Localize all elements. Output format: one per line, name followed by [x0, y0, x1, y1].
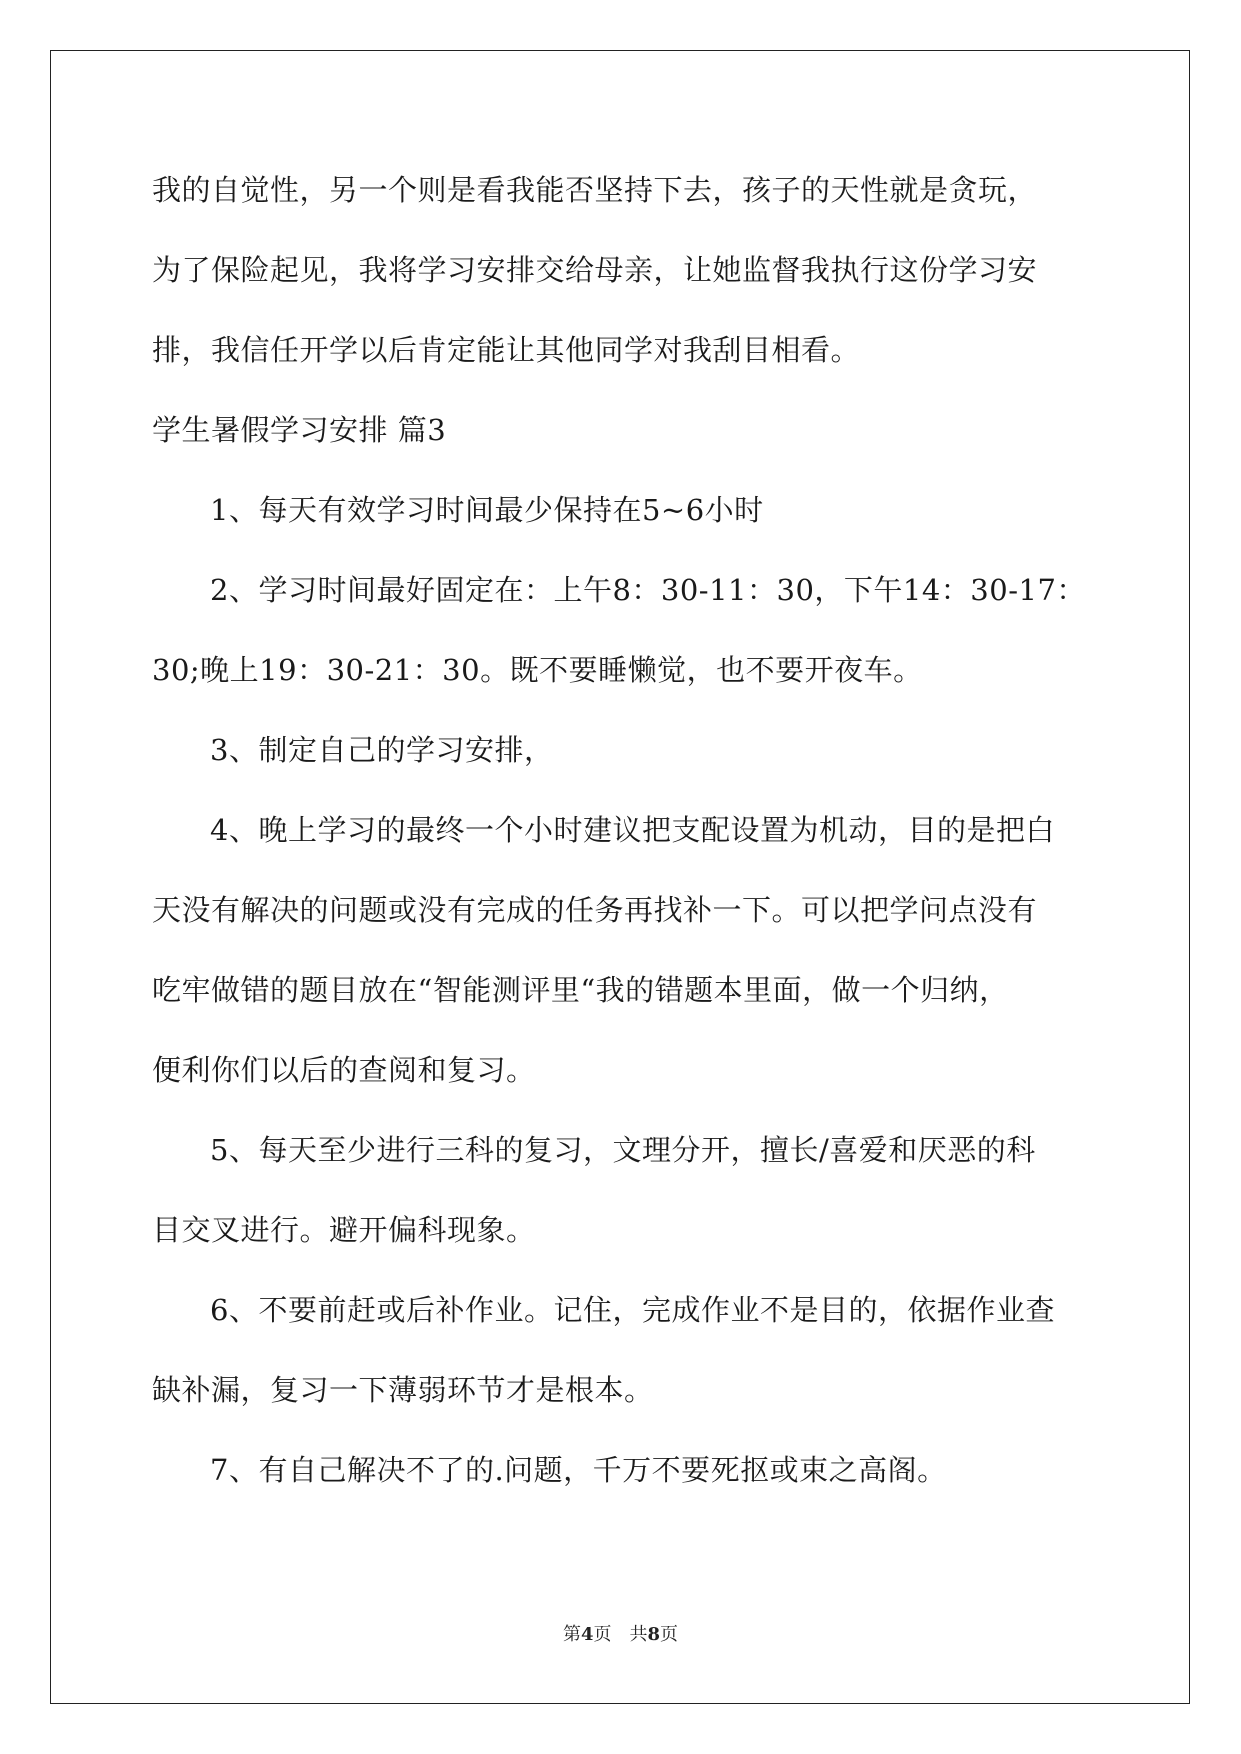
- total-suffix: 页: [660, 1624, 679, 1645]
- text-line-5: 1、每天有效学习时间最少保持在5~6小时: [210, 493, 764, 527]
- text-line-6: 2、学习时间最好固定在：上午8：30-11：30，下午14：30-17：: [210, 573, 1086, 607]
- page-prefix: 第: [562, 1624, 581, 1645]
- page-footer: [0, 1620, 1241, 1646]
- text-line-12: 便利你们以后的查阅和复习。: [152, 1053, 536, 1087]
- text-line-13: 5、每天至少进行三科的复习，文理分开，擅长/喜爱和厌恶的科: [210, 1133, 1036, 1167]
- page-suffix: 页: [593, 1624, 612, 1645]
- document-body: [152, 150, 1087, 1510]
- text-line-17: 7、有自己解决不了的.问题，千万不要死抠或束之高阁。: [210, 1453, 947, 1487]
- text-line-7: 30;晚上19：30-21：30。既不要睡懒觉，也不要开夜车。: [152, 653, 923, 687]
- text-line-3: 排，我信任开学以后肯定能让其他同学对我刮目相看。: [152, 333, 861, 367]
- text-line-10: 天没有解决的问题或没有完成的任务再找补一下。可以把学问点没有: [152, 893, 1038, 927]
- text-line-9: 4、晚上学习的最终一个小时建议把支配设置为机动，目的是把白: [210, 813, 1055, 847]
- total-page-count: 8: [647, 1624, 661, 1645]
- text-line-16: 缺补漏，复习一下薄弱环节才是根本。: [152, 1373, 654, 1407]
- text-line-11: 吃牢做错的题目放在“智能测评里“我的错题本里面，做一个归纳，: [152, 973, 1009, 1007]
- total-prefix: 共: [629, 1624, 648, 1645]
- text-line-8: 3、制定自己的学习安排，: [210, 733, 554, 767]
- text-line-1: 我的自觉性，另一个则是看我能否坚持下去，孩子的天性就是贪玩，: [152, 173, 1038, 207]
- text-line-15: 6、不要前赶或后补作业。记住，完成作业不是目的，依据作业查: [210, 1293, 1055, 1327]
- current-page-number: 4: [580, 1624, 594, 1645]
- text-line-2: 为了保险起见，我将学习安排交给母亲，让她监督我执行这份学习安: [152, 253, 1038, 287]
- section-heading: 学生暑假学习安排 篇3: [152, 413, 447, 447]
- text-line-14: 目交叉进行。避开偏科现象。: [152, 1213, 536, 1247]
